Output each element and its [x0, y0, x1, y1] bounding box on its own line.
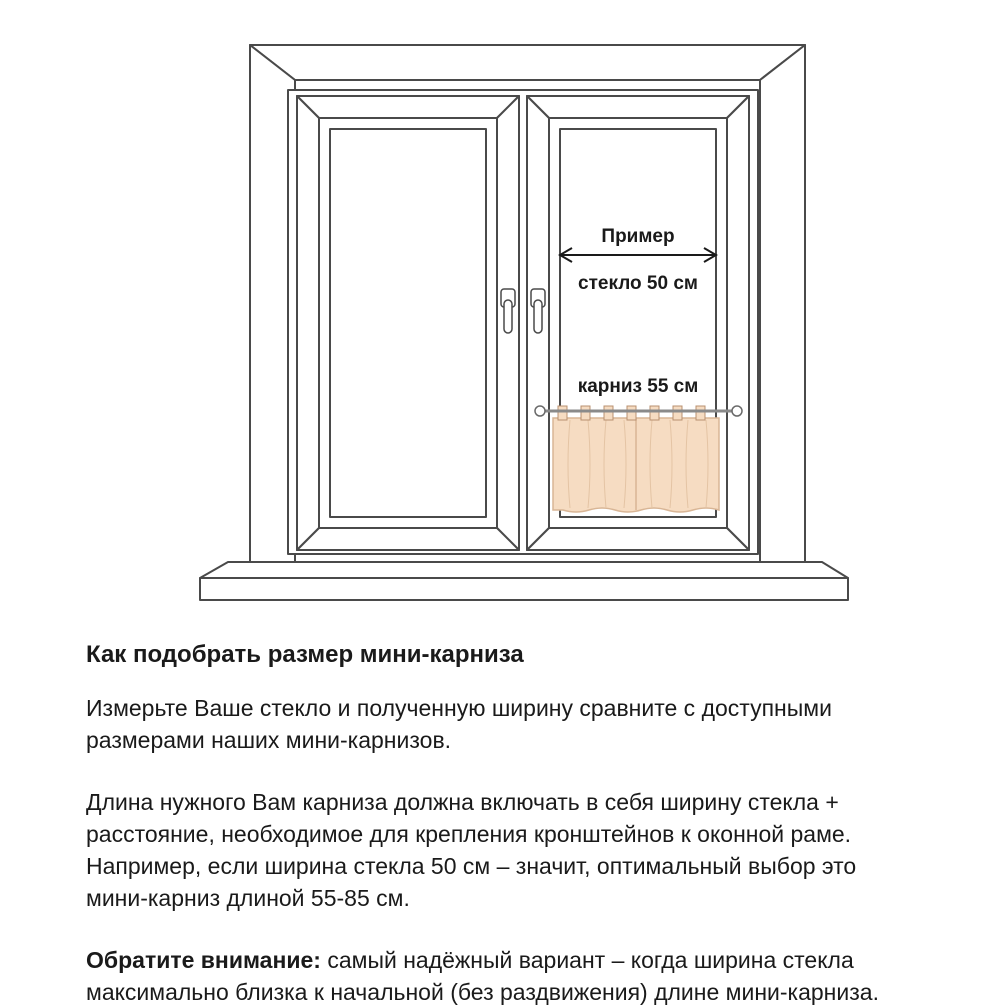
text-line: [86, 944, 966, 976]
window-sash-left: [297, 96, 519, 550]
note-text: самый надёжный вариант – когда ширина стекла: [320, 947, 854, 973]
text-line: мини-карниз длиной 55-85 см.: [86, 885, 410, 911]
text-line: Измерьте Ваше стекло и полученную ширину сравните с доступными: [86, 695, 832, 721]
cafe-curtain: [553, 406, 719, 512]
text-line: размерами наших мини-карнизов.: [86, 727, 452, 753]
instructions-paragraph-length: [86, 786, 966, 914]
text-line: Например, если ширина стекла 50 см – значит, оптимальный выбор это: [86, 853, 857, 879]
text-line: расстояние, необходимое для крепления кронштейнов к оконной раме.: [86, 821, 852, 847]
label-glass-width: стекло 50 см: [578, 273, 698, 294]
window-sill: [200, 562, 848, 600]
label-rod-length: карниз 55 см: [577, 376, 699, 397]
text-line: Длина нужного Вам карниза должна включать в себя ширину стекла +: [86, 789, 839, 815]
label-example: Пример: [601, 226, 675, 247]
note-label: Обратите внимание:: [86, 947, 321, 973]
text-line: максимально близка к начальной (без раздвижения) длине мини-карниза.: [86, 979, 879, 1005]
instructions-paragraph-note: [86, 944, 966, 1008]
instructions-block: [86, 640, 966, 1008]
instructions-paragraph-measure: [86, 692, 966, 756]
instructions-heading: Как подобрать размер мини-карниза: [86, 641, 524, 668]
